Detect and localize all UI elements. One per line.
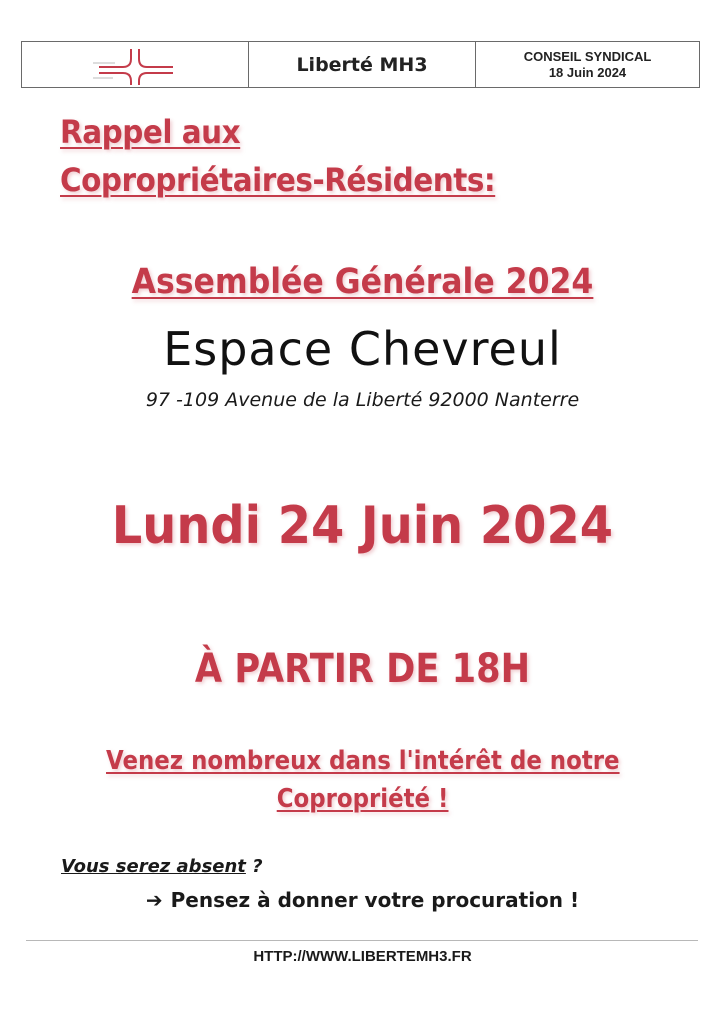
event-time-text: À PARTIR DE 18H	[194, 646, 531, 692]
venue-name: Espace Chevreul	[163, 322, 562, 376]
recall-line-2: Copropriétaires-Résidents:	[60, 161, 496, 199]
header-title: Liberté MH3	[249, 42, 476, 87]
council-info	[476, 42, 699, 87]
invitation-line-1: Venez nombreux dans l'intérêt de notre	[105, 746, 620, 776]
assembly-heading	[0, 262, 725, 302]
website-link[interactable]: HTTP://WWW.LIBERTEMH3.FR	[253, 948, 472, 965]
invitation-line-2: Copropriété !	[276, 784, 449, 814]
road-junction-logo-icon	[93, 45, 177, 85]
absent-question	[61, 856, 263, 877]
assembly-title: Assemblée Générale 2024	[131, 262, 594, 302]
absent-text: Vous serez absent	[61, 856, 246, 877]
council-label: CONSEIL SYNDICAL	[523, 48, 652, 64]
invitation	[0, 742, 725, 818]
proxy-text: Pensez à donner votre procuration !	[170, 888, 580, 912]
arrow-right-icon: ➔	[145, 888, 163, 912]
event-time	[0, 646, 725, 692]
recall-heading	[60, 108, 495, 204]
venue-address: 97 -109 Avenue de la Liberté 92000 Nanterre	[145, 389, 580, 411]
recall-line-1: Rappel aux	[60, 113, 241, 151]
proxy-reminder	[0, 888, 725, 912]
council-date: 18 Juin 2024	[548, 64, 627, 80]
event-date-text: Lundi 24 Juin 2024	[111, 496, 614, 556]
footer-divider	[26, 940, 698, 941]
event-date	[0, 496, 725, 556]
absent-suffix: ?	[245, 856, 263, 877]
logo-cell	[22, 42, 249, 87]
header-table	[21, 41, 700, 88]
